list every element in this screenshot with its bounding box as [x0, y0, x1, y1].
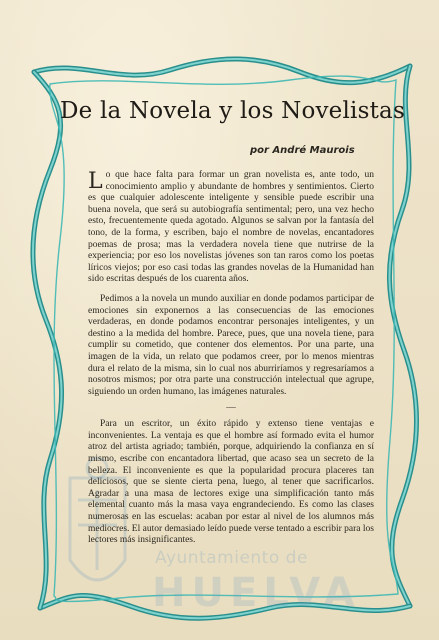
- watermark-line2: HUELVA: [152, 570, 361, 616]
- article-body: [88, 170, 374, 547]
- drop-cap: L: [88, 169, 103, 194]
- watermark-line1: Ayuntamiento de: [155, 548, 308, 568]
- article-title: De la Novela y los Novelistas: [60, 98, 405, 124]
- paragraph-3: Para un escritor, un éxito rápido y extenso tiene ventajas e inconvenientes. La ventaja es que el hombre así formado evita el humor atroz del artista agriado; también, porque, adquiriendo la confianza en sí mismo, escribe con encantadora libertad, que acaso sea un secreto de la belleza. El inconveniente es que la popularidad procura placeres tan deliciosos, que se siente cierta pena, luego, al tener que sacrificarlos. Agradar a una masa de lectores exige una simplificación tanto más elemental cuanto más la masa vaya engrandeciendo. Es como las clases numerosas en las escuelas: acaban por estar al nivel de los alumnos más mediocres. El autor demasiado leído puede verse tentado a escribir para los lectores más insignificantes.: [88, 419, 374, 546]
- paragraph-1-text: o que hace falta para formar un gran novelista es, ante todo, un conocimiento amplio y abundante de hombres y sentimientos. Cierto es que cualquier adolescente inteligente y sensible puede escribir una buena novela, que será su autobiografía sentimental; pero, una vez hecho esto, frecuentemente queda agotado. Algunos se salvan por la fantasía del tono, de la forma, y escriben, bajo el nombre de novelas, encantadores poemas de prosa; mas la verdadera novela tiene que nutrirse de la experiencia; por eso los novelistas jóvenes son tan raros como los poetas líricos viejos; por eso casi todas las grandes novelas de la Humanidad han sido escritas después de los cuarenta años.: [88, 170, 374, 285]
- paragraph-2: Pedimos a la novela un mundo auxiliar en donde podamos participar de emociones sin exponernos a las consecuencias de las emociones verdaderas, en donde podamos encontrar personajes inteligentes, y un destino a la medida del hombre. Parece, pues, que una novela tiene, para cumplir su cometido, que contener dos elementos. Por una parte, una imagen de la vida, un relato que podamos creer, por lo menos mientras dura el relato de la misma, sin lo cual nos aburriríamos y regresaríamos a nosotros mismos; por otra parte una construcción intelectual que agrupe, siguiendo un orden humano, las imágenes naturales.: [88, 293, 374, 397]
- section-separator: —: [226, 403, 236, 414]
- article-byline: por André Maurois: [250, 145, 355, 156]
- paragraph-1: [88, 170, 374, 286]
